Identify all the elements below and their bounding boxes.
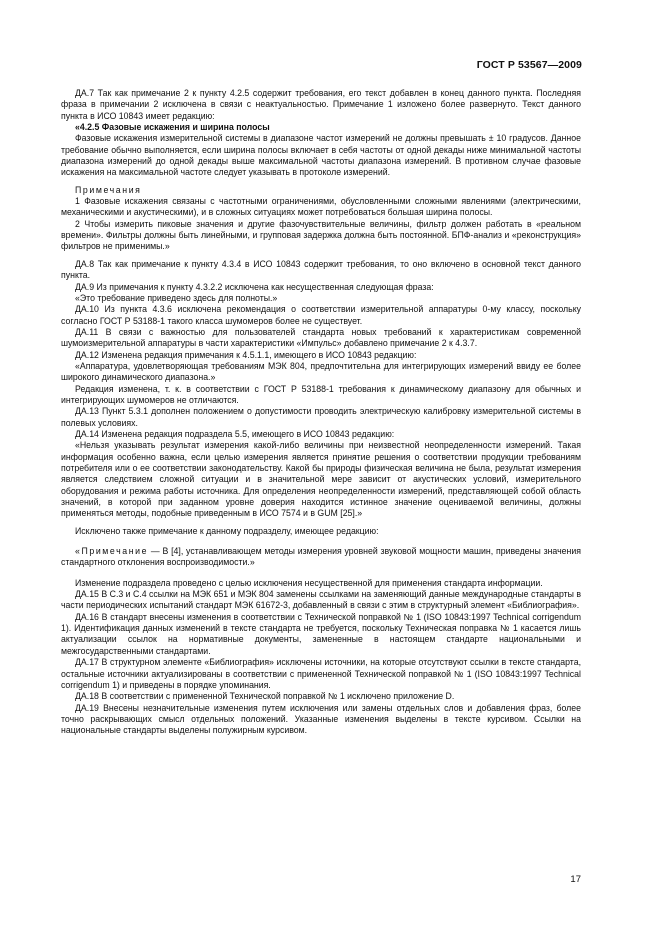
document-body [61, 88, 581, 737]
paragraph-da16: ДА.16 В стандарт внесены изменения в соответствии с Технической поправкой № 1 (ISO 10843:1997 Technical corrigendum 1). Идентификация данных изменений в тексте стандарта не требуется, поскольку Техническая поправка № 1 касается лишь актуализации ссылок на нормативные документы, замененные в настоящем стандарте национальными и межгосударственными стандартами. [61, 611, 581, 656]
paragraph-da8: ДА.8 Так как примечание к пункту 4.3.4 в ИСО 10843 содержит требования, то оно включено в основной текст данного пункта. [61, 258, 581, 281]
paragraph-da13: ДА.13 Пункт 5.3.1 дополнен положением о допустимости проводить электрическую калибровку измерительной системы в полевых условиях. [61, 406, 581, 428]
paragraph-da19: ДА.19 Внесены незначительные изменения путем исключения или замены отдельных слов и добавления фраз, более точно раскрывающих смысл отдельных положений. Указанные изменения выделены в тексте курсивом. Ссылки на национальные стандарты выделены полужирным курсивом. [61, 702, 581, 736]
quoted-note-text: — В [4], устанавливающем методы измерения уровней звуковой мощности машин, приведены значения стандартного отклонения воспроизводимости.» [61, 546, 581, 568]
clause-text-4-2-5: Фазовые искажения измерительной системы в диапазоне частот измерений не должны превышать ± 10 градусов. Данное требование обычно выполняется, если ширина полосы включает в себя частоты от одной декады ниже минимальной частоты диапазона измерений до одной декады выше максимальной частоты диапазона измерений. В противном случае фазовые искажения на максимальной частоте следует указывать в протоколе измерений. [61, 133, 581, 178]
edit-reason-da14: Изменение подраздела проведено с целью исключения несущественной для применения стандарта информации. [75, 577, 543, 588]
paragraph-da18: ДА.18 В соответствии с примененной Технической поправкой № 1 исключено приложение D. [75, 691, 455, 702]
paragraph-da9: ДА.9 Из примечания к пункту 4.3.2.2 исключена как несущественная следующая фраза: [75, 281, 434, 292]
note-1: 1 Фазовые искажения связаны с частотными ограничениями, обусловленными сложными явлениями (электрическими, механическими и акустическими), и в сложных ситуациях может потребоваться большая ширина полосы. [61, 196, 581, 218]
quoted-note-label: «Примечание [75, 546, 149, 557]
note-2: 2 Чтобы измерить пиковые значения и другие фазочувствительные величины, фильтр должен работать в «реальном времени». Фильтры должны быть линейными, и групповая задержка должна быть постоянной. БПФ-анализ и «реконструкция» фильтров не применимы.» [61, 218, 581, 252]
notes-heading: Примечания [75, 184, 142, 195]
paragraph-da7: ДА.7 Так как примечание 2 к пункту 4.2.5 содержит требования, его текст добавлен в конец данного пункта. Последняя фраза в примечании 2 исключена в связи с неактуальностью. Примечание 1 изложено более развернуто. Текст данного пункта в ИСО 10843 имеет редакцию: [61, 88, 581, 121]
quoted-text-da12: «Аппаратура, удовлетворяющая требованиям МЭК 804, предпочтительна для интегрирующих измерений ввиду ее более широкого динамического диапазона.» [61, 360, 581, 383]
quoted-phrase-da9: «Это требование приведено здесь для полноты.» [75, 292, 278, 303]
paragraph-da14: ДА.14 Изменена редакция подраздела 5.5, имеющего в ИСО 10843 редакцию: [75, 428, 395, 439]
paragraph-da17: ДА.17 В структурном элементе «Библиография» исключены источники, на которые отсутствуют ссылки в тексте стандарта, остальные источники актуализированы в соответствии с примененной Технической поправкой № 1 (ISO 10843:1997 Technical corrigendum 1) и приведены в порядке упоминания. [61, 657, 581, 690]
page-number: 17 [570, 874, 581, 885]
clause-heading-4-2-5: «4.2.5 Фазовые искажения и ширина полосы [75, 122, 270, 133]
quoted-text-da14: «Нельзя указывать результат измерения какой-либо величины при неизвестной неопределенности измерений. Такая информация особенно важна, если целью измерения является принятие решения о соответствии продукции требованиям потребителя или о ее соответствии законодательству. Какой бы природы физическая величина не была, результат измерения является следствием сложной ситуации и в значительной мере зависит от акустических условий, измерительного оборудования и режима работы источника. Для определения неопределенности измерений, представляющей собой область значений, в которой при заданном уровне доверия находится истинное значение оцениваемой величины, должны применяться методы, подобные приведенным в ИСО 7574 и в GUM [25].» [61, 440, 581, 519]
paragraph-da15: ДА.15 В С.3 и С.4 ссылки на МЭК 651 и МЭК 804 заменены ссылками на заменяющий данные международные стандарты в части периодических испытаний стандарт МЭК 61672-3, добавленный в связи с этим в структурный элемент «Библиография». [61, 589, 581, 611]
paragraph-da11: ДА.11 В связи с важностью для пользователей стандарта новых требований к характеристикам современной шумоизмерительной аппаратуры в части характеристики «Импульс» добавлено примечание 2 к 4.3.7. [61, 326, 581, 349]
edit-note-da12: Редакция изменена, т. к. в соответствии с ГОСТ Р 53188-1 требования к динамическому диапазону для обычных и интегрирующих шумомеров не отличаются. [61, 383, 581, 405]
paragraph-da12: ДА.12 Изменена редакция примечания к 4.5.1.1, имеющего в ИСО 10843 редакцию: [75, 349, 417, 360]
excluded-note-intro: Исключено также примечание к данному подразделу, имеющее редакцию: [75, 525, 379, 536]
quoted-note-da14 [61, 546, 581, 569]
paragraph-da10: ДА.10 Из пункта 4.3.6 исключена рекомендация о соответствии измерительной аппаратуры 0-му классу, поскольку согласно ГОСТ Р 53188-1 такого класса шумомеров более не существует. [61, 304, 581, 326]
standard-code: ГОСТ Р 53567—2009 [476, 59, 582, 71]
